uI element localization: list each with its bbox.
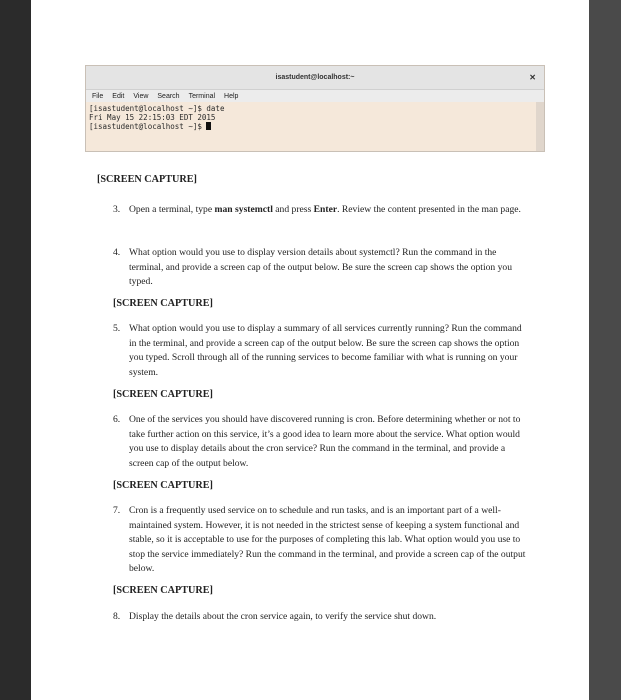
viewer-scroll-gutter <box>589 0 621 700</box>
item-text: What option would you use to display version details about systemctl? Run the command in the terminal, and provide a screen cap of the output below. Be sure the screen cap shows the option you typed. <box>129 247 513 288</box>
terminal-menubar <box>86 90 544 102</box>
item-number: 5. <box>113 323 121 334</box>
list-item-3 <box>113 203 527 218</box>
close-icon: ✕ <box>529 73 536 82</box>
menu-help: Help <box>224 92 239 100</box>
terminal-line: [isastudent@localhost ~]$ date <box>89 104 225 113</box>
screen-capture-heading: [SCREEN CAPTURE] <box>113 585 213 596</box>
item-text: What option would you use to display a summary of all services currently running? Run the command in the terminal, and provide a screen cap of the output below. Be sure the screen cap shows the option you typed. Scroll through all of the running services to become familiar with what is running on your system. <box>129 323 522 378</box>
menu-terminal: Terminal <box>188 92 216 100</box>
item-number: 6. <box>113 414 121 425</box>
terminal-line: Fri May 15 22:15:03 EDT 2015 <box>89 113 216 122</box>
list-item-6 <box>113 413 527 471</box>
terminal-title: isastudent@localhost:~ <box>275 74 355 81</box>
terminal-screenshot <box>85 65 545 152</box>
item-number: 8. <box>113 611 121 622</box>
menu-edit: Edit <box>112 92 125 100</box>
list-item-8 <box>113 610 527 625</box>
terminal-titlebar <box>86 66 544 90</box>
menu-view: View <box>133 92 149 100</box>
terminal-scrollbar <box>536 102 544 151</box>
item-text: Cron is a frequently used service on to schedule and run tasks, and is an important part of a well-maintained system. However, it is not needed in the strictest sense of keeping a system functional and stable, so it is acceptable to use for the purposes of completing this lab. What option would you use to stop the service immediately? Run the command in the terminal, and provide a screen cap of the output below. <box>129 505 526 575</box>
terminal-cursor <box>206 122 211 130</box>
screen-capture-heading: [SCREEN CAPTURE] <box>97 174 197 185</box>
list-item-4 <box>113 246 527 290</box>
menu-file: File <box>92 92 104 100</box>
screen-capture-heading: [SCREEN CAPTURE] <box>113 480 213 491</box>
screen-capture-heading: [SCREEN CAPTURE] <box>113 389 213 400</box>
item-text: Open a terminal, type man systemctl and press Enter. Review the content presented in the man page. <box>129 204 521 215</box>
item-text: Display the details about the cron service again, to verify the service shut down. <box>129 611 437 622</box>
list-item-5 <box>113 322 527 380</box>
list-item-7 <box>113 504 527 577</box>
item-number: 4. <box>113 247 121 258</box>
item-number: 7. <box>113 505 121 516</box>
terminal-line: [isastudent@localhost ~]$ <box>89 122 207 131</box>
item-text: One of the services you should have discovered running is cron. Before determining whether or not to take further action on this service, it’s a good idea to learn more about the service. What option would you use to display details about the cron service? Run the command in the terminal, and provide a screen cap of the output below. <box>129 414 521 469</box>
item-number: 3. <box>113 204 121 215</box>
terminal-output <box>86 102 536 151</box>
screen-capture-heading: [SCREEN CAPTURE] <box>113 298 213 309</box>
menu-search: Search <box>157 92 180 100</box>
